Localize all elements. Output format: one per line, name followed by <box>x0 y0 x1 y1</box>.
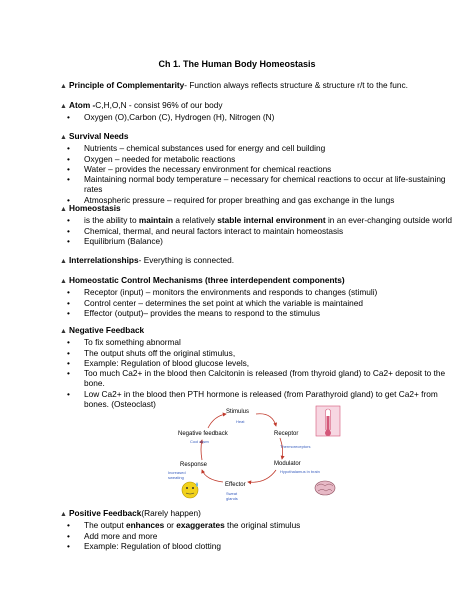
section-interrelationships <box>60 255 460 267</box>
triangle-icon: ▲ <box>60 328 67 335</box>
list-item: • Nutrients – chemical substances used for energy and cell building <box>67 143 326 154</box>
triangle-icon: ▲ <box>60 278 67 285</box>
effector-label: Effector <box>225 482 246 488</box>
list-item: • Example: Regulation of blood glucose levels, <box>67 357 250 368</box>
triangle-icon: ▲ <box>60 103 67 110</box>
arrow-modulator-to-effector <box>248 470 276 482</box>
section-heading: Survival Needs <box>69 131 129 141</box>
list-item: • Control center – determines the set point at which the variable is maintained <box>67 297 364 308</box>
bullet-icon: • <box>67 153 70 164</box>
bullet-icon: • <box>67 307 70 318</box>
section-heading: Principle of Complementarity <box>69 80 185 90</box>
bullet-icon: • <box>67 235 70 246</box>
bullet-icon: • <box>67 194 70 205</box>
thermometer-icon <box>316 406 340 436</box>
bullet-icon: • <box>67 337 70 348</box>
section-heading: Atom - <box>69 100 96 110</box>
list-item: • The output shuts off the original stimulus, <box>67 347 236 358</box>
bullet-icon: • <box>67 540 70 551</box>
list-item: • Water – provides the necessary environment for chemical reactions <box>67 163 332 174</box>
list-item: • To fix something abnormal <box>67 337 181 348</box>
bullet-icon: • <box>67 143 70 154</box>
receptor-label: Receptor <box>274 431 299 437</box>
bullet-icon: • <box>67 163 70 174</box>
list-item: • Receptor (input) – monitors the environments and responds to changes (stimuli) <box>67 287 378 298</box>
brain-icon <box>315 481 335 495</box>
section-heading: Homeostatic Control Mechanisms (three interdependent components) <box>69 275 345 285</box>
bullet-icon: • <box>67 347 70 358</box>
bullet-icon: • <box>67 215 70 226</box>
list-item: • The output enhances or exaggerates the original stimulus <box>67 520 301 531</box>
bullet-icon: • <box>67 388 70 399</box>
list-item: • Too much Ca2+ in the blood then Calcitonin is released (from thyroid gland) to Ca2+ deposit to the bone. <box>67 368 446 389</box>
section-text: - Function always reflects structure & structure r/t to the func. <box>184 80 408 90</box>
cool-down-label: Cool down <box>190 439 209 444</box>
modulator-label: Modulator <box>274 461 301 467</box>
section-positive-feedback <box>60 508 460 551</box>
bullet-icon: • <box>67 112 70 123</box>
sweat-glands-label: Sweat glands <box>226 491 238 501</box>
arrow-stimulus-to-receptor <box>256 414 276 426</box>
feedback-loop-arrows <box>168 404 378 504</box>
arrow-feedback-to-stimulus <box>208 414 226 428</box>
section-survival-needs <box>60 131 460 205</box>
list-item: • Maintaining normal body temperature – necessary for chemical reactions to occur at life-sustaining rates <box>67 174 446 195</box>
triangle-icon: ▲ <box>60 83 67 90</box>
heat-label: Heat <box>236 419 245 424</box>
arrow-effector-to-response <box>202 470 223 482</box>
list-item: • Oxygen (O),Carbon (C), Hydrogen (H), Nitrogen (N) <box>67 112 275 123</box>
section-heading: Positive Feedback <box>69 508 142 518</box>
section-text: C,H,O,N - consist 96% of our body <box>95 100 223 110</box>
bullet-icon: • <box>67 357 70 368</box>
section-homeostasis <box>60 203 460 246</box>
bullet-icon: • <box>67 174 70 185</box>
triangle-icon: ▲ <box>60 134 67 141</box>
section-heading: Negative Feedback <box>69 325 145 335</box>
list-item: • Equilibrium (Balance) <box>67 235 163 246</box>
bullet-icon: • <box>67 225 70 236</box>
section-text: - Everything is connected. <box>138 255 235 265</box>
bullet-icon: • <box>67 520 70 531</box>
page-title: Ch 1. The Human Body Homeostasis <box>158 59 316 69</box>
hypothalamus-label: Hypothalamus in brain <box>280 469 320 474</box>
section-atom <box>60 100 460 123</box>
bullet-icon: • <box>67 530 70 541</box>
list-item: • Atmospheric pressure – required for proper breathing and gas exchange in the lungs <box>67 194 395 205</box>
list-item: • Add more and more <box>67 530 158 541</box>
section-control-mechanisms <box>60 275 460 318</box>
section-complementarity <box>60 80 460 92</box>
section-heading: Interrelationships <box>69 255 139 265</box>
triangle-icon: ▲ <box>60 258 67 265</box>
list-item: • Chemical, thermal, and neural factors interact to maintain homeostasis <box>67 225 344 236</box>
bullet-icon: • <box>67 297 70 308</box>
negative-feedback-label: Negative feedback <box>178 431 228 437</box>
section-heading: Homeostasis <box>69 203 121 213</box>
response-label: Response <box>180 462 208 468</box>
list-item: • Oxygen – needed for metabolic reactions <box>67 153 236 164</box>
increased-sweating-label: Increased sweating <box>168 470 186 480</box>
list-item: • is the ability to maintain a relatively stable internal environment in an ever-changing outside world <box>67 215 453 226</box>
triangle-icon: ▲ <box>60 511 67 518</box>
list-item: • Low Ca2+ in the blood then PTH hormone is released (from Parathyroid gland) to get Ca2+ from bones. (Osteoclast) <box>67 388 438 410</box>
list-item: • Example: Regulation of blood clotting <box>67 540 221 551</box>
triangle-icon: ▲ <box>60 206 67 213</box>
section-negative-feedback <box>60 325 460 409</box>
section-text: (Rarely happen) <box>141 508 201 518</box>
bullet-icon: • <box>67 287 70 298</box>
list-item: • Effector (output)– provides the means to respond to the stimulus <box>67 307 320 318</box>
thermoreceptors-label: Thermoreceptors <box>280 444 311 449</box>
sweating-face-icon <box>182 482 198 498</box>
bullet-icon: • <box>67 368 70 379</box>
negative-feedback-diagram <box>168 404 378 504</box>
stimulus-label: Stimulus <box>226 409 250 415</box>
